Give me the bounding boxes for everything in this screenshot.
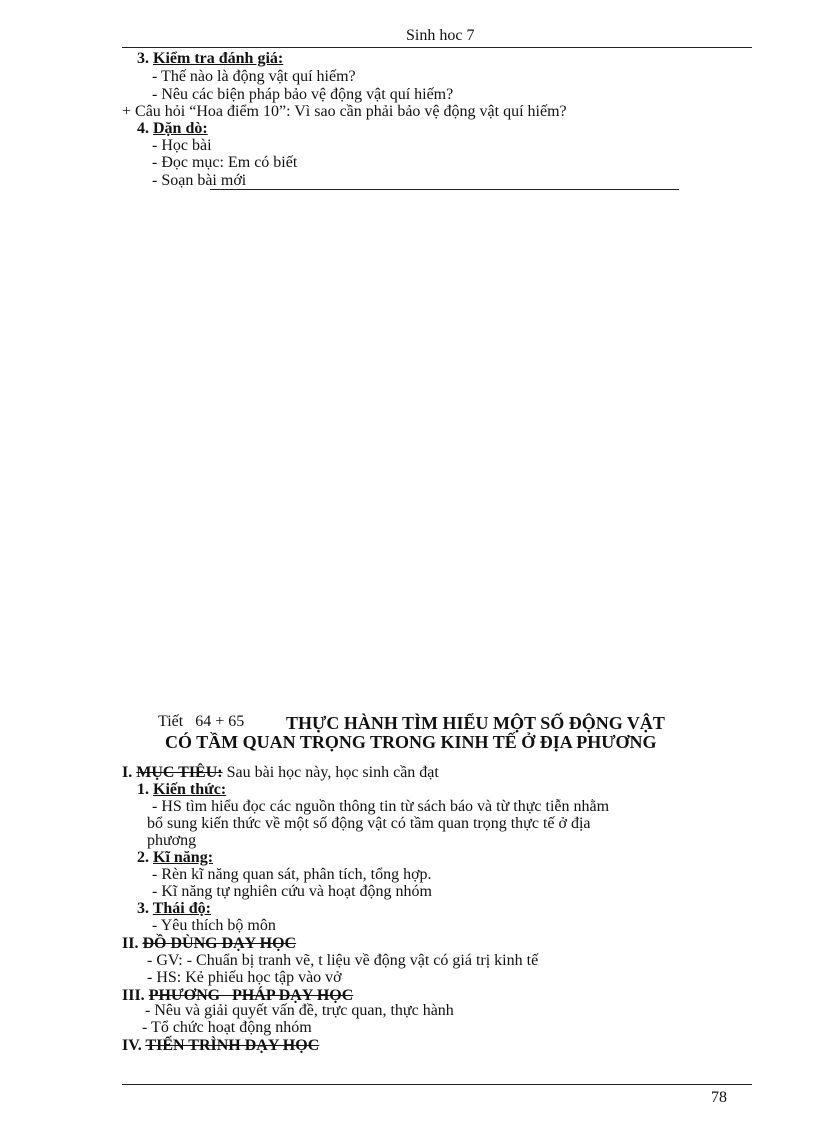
list-item: - Học bài — [152, 137, 212, 154]
section-number: 4. — [137, 120, 149, 137]
section-title: MỤC TIÊU: — [136, 764, 223, 781]
list-item: - HS: Kẻ phiếu học tập vào vở — [147, 969, 342, 986]
subsection-kien-thuc — [137, 781, 226, 798]
lesson-title-line1: THỰC HÀNH TÌM HIỂU MỘT SỐ ĐỘNG VẬT — [286, 713, 665, 733]
section-number: IV. — [122, 1037, 142, 1054]
footer-rule — [122, 1084, 752, 1085]
subsection-thai-do — [137, 900, 211, 917]
section-kiem-tra — [137, 50, 283, 67]
bonus-question: + Câu hỏi “Hoa điểm 10”: Vì sao cần phải bảo vệ động vật quí hiếm? — [122, 103, 567, 120]
list-item: - Soạn bài mới — [152, 172, 247, 189]
header-rule — [122, 47, 752, 48]
section-title: PHƯƠNG PHÁP DẠY HỌC — [148, 987, 354, 1004]
section-end-rule — [210, 189, 679, 190]
section-muc-tieu — [122, 764, 439, 781]
section-title: Thái độ: — [152, 900, 211, 917]
section-number: 3. — [137, 50, 149, 67]
section-number: II. — [122, 935, 139, 952]
page-number: 78 — [711, 1089, 727, 1106]
section-tien-trinh — [122, 1037, 319, 1054]
lesson-period-label: Tiết — [158, 713, 184, 730]
section-number: 2. — [137, 849, 149, 866]
list-item: - Đọc mục: Em có biết — [152, 154, 298, 171]
list-item: - GV: - Chuẩn bị tranh vẽ, t liệu về động vật có giá trị kinh tế — [147, 952, 539, 969]
list-item: - Nêu và giải quyết vấn đề, trực quan, thực hành — [145, 1002, 454, 1019]
lesson-period — [158, 713, 244, 731]
header-title: Sinh hoc 7 — [406, 27, 475, 44]
section-text: Sau bài học này, học sinh cần đạt — [226, 764, 439, 781]
section-number: 3. — [137, 900, 149, 917]
subsection-ki-nang — [137, 849, 213, 866]
list-item: - Kĩ năng tự nghiên cứu và hoạt động nhóm — [152, 883, 432, 900]
paragraph-line: - HS tìm hiểu đọc các nguồn thông tin từ sách báo và từ thực tiễn nhằm — [152, 798, 610, 815]
section-number: III. — [122, 987, 145, 1004]
list-item: - Thế nào là động vật quí hiếm? — [152, 68, 356, 85]
section-title: ĐỒ DÙNG DẠY HỌC — [142, 935, 297, 952]
section-title: Dặn dò: — [153, 120, 208, 137]
list-item: - Rèn kĩ năng quan sát, phân tích, tổng hợp. — [152, 866, 432, 883]
section-dan-do — [137, 120, 208, 137]
paragraph-line: phương — [147, 832, 197, 849]
list-item: - Yêu thích bộ môn — [152, 917, 276, 934]
lesson-period-number: 64 + 65 — [195, 713, 245, 730]
section-do-dung — [122, 935, 296, 952]
section-number: 1. — [137, 781, 149, 798]
list-item: - Tổ chức hoạt động nhóm — [142, 1019, 312, 1036]
lesson-title-line2: CÓ TẦM QUAN TRỌNG TRONG KINH TẾ Ở ĐỊA PHƯƠNG — [165, 732, 657, 752]
section-title: Kĩ năng: — [153, 849, 214, 866]
section-number: I. — [122, 764, 133, 781]
list-item: - Nêu các biện pháp bảo vệ động vật quí hiếm? — [152, 86, 454, 103]
paragraph-line: bổ sung kiến thức về một số động vật có tầm quan trọng thực tế ở địa — [147, 815, 591, 832]
section-title: TIẾN TRÌNH DẠY HỌC — [145, 1037, 320, 1054]
section-title: Kiểm tra đánh giá: — [153, 50, 284, 67]
section-title: Kiến thức: — [153, 781, 227, 798]
